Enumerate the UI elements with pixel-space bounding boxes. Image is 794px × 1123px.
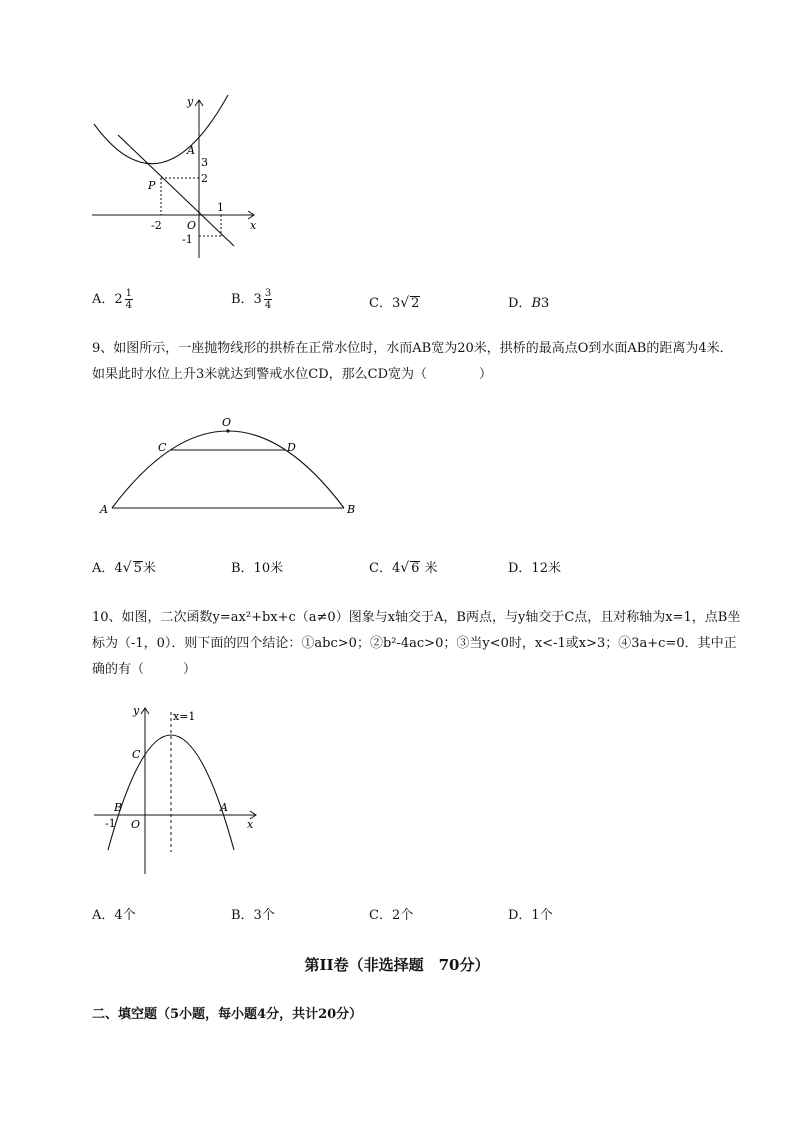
q8-label-neg1: -1: [182, 233, 193, 246]
section-2-heading: 第II卷（非选择题 70分）: [304, 956, 490, 974]
q9-option-a-prefix: A．4: [92, 561, 123, 576]
q9-label-c: C: [158, 441, 167, 454]
q10-axis-label: x=1: [173, 710, 196, 723]
q10-option-a: A．4个: [92, 908, 136, 923]
q10-label-c: C: [132, 748, 141, 761]
q9-option-c-radicand: 6: [411, 561, 420, 576]
q9-option-a-radicand: 5: [133, 561, 142, 576]
q10-label-a: A: [220, 801, 228, 814]
q8-label-o: O: [187, 219, 197, 232]
q9-option-b: B．10米: [231, 561, 284, 576]
q8-option-d-prefix: D．: [508, 296, 532, 311]
q8-parabola: [94, 95, 228, 164]
q9-option-c-unit: 米: [420, 561, 438, 576]
q8-label-a: A: [187, 144, 195, 157]
q10-y-label: y: [133, 704, 140, 717]
q8-label-neg2: -2: [151, 219, 162, 232]
q8-option-c: C．3√ 2: [369, 295, 420, 311]
q10-option-c: C．2个: [369, 908, 414, 923]
q9-option-c-prefix: C．4: [369, 561, 401, 576]
q8-option-b: [231, 288, 272, 311]
q10-label-b: B: [114, 801, 123, 814]
q10-text: 10、如图，二次函数y=ax²+bx+c（a≠0）图象与x轴交于A，B两点，与y轴交于C点，且对称轴为x=1，点B坐标为（-1，0）．则下面的四个结论：①abc>0；②b²-4ac>0；③当y<0时，x<-1或x>3；④3a+c=0．其中正确的有（ ）: [92, 610, 741, 677]
q9-label-a: A: [100, 503, 108, 516]
q10-option-b: B．3个: [231, 908, 275, 923]
q8-option-a: [92, 288, 133, 311]
q9-label-d: D: [287, 441, 296, 454]
q9-option-a: A．4√ 5米: [92, 560, 156, 576]
q10-x-label: x: [247, 818, 254, 831]
q8-label-p: P: [148, 179, 156, 192]
q9-label-o: O: [222, 416, 232, 429]
q9-arch: [112, 431, 344, 508]
q8-option-c-radicand: 2: [411, 296, 420, 311]
q9-label-b: B: [347, 503, 356, 516]
q8-option-a-prefix: A．2: [92, 292, 123, 307]
q10-option-d: D．1个: [508, 908, 553, 923]
q8-x-label: x: [250, 219, 257, 232]
q8-option-c-prefix: C．3: [369, 296, 401, 311]
q10-label-o: O: [131, 818, 141, 831]
q9-option-a-unit: 米: [142, 561, 156, 576]
q8-option-a-fraction: $\frac{1}{4}$: [125, 288, 133, 311]
q8-figure: [88, 92, 268, 264]
q8-y-label: y: [187, 95, 194, 108]
q10-label-neg1: -1: [105, 817, 116, 830]
q9-top-point: [226, 429, 229, 432]
fill-in-blank-heading: 二、填空题（5小题，每小题4分，共计20分）: [92, 1007, 363, 1022]
q9-figure: [96, 412, 362, 518]
q8-label-2: 2: [201, 172, 208, 185]
q10-figure: [92, 700, 264, 876]
q9-option-d: D．12米: [508, 561, 561, 576]
q8-option-b-prefix: B．3: [231, 292, 262, 307]
q8-line: [118, 135, 234, 246]
q8-option-b-fraction: $\frac{3}{4}$: [264, 288, 272, 311]
q8-option-d: D．B3: [508, 296, 550, 311]
q8-label-1: 1: [217, 201, 224, 214]
q9-text: 9、如图所示，一座抛物线形的拱桥在正常水位时，水而AB宽为20米，拱桥的最高点O到水面AB的距离为4米．如果此时水位上升3米就达到警戒水位CD，那么CD宽为（ ）: [92, 341, 733, 382]
q9-option-c: C．4√ 6 米: [369, 560, 438, 576]
q8-label-3: 3: [201, 156, 208, 169]
